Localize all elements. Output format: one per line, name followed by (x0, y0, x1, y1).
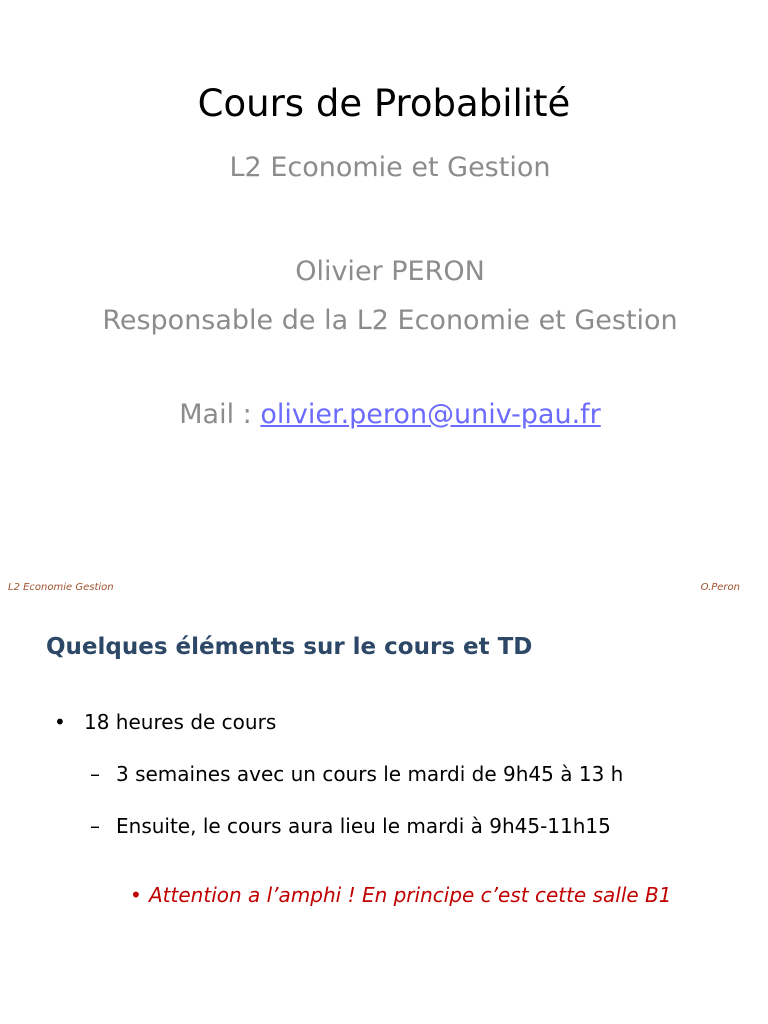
sub-bullet-item (90, 814, 611, 838)
slide-course-info (0, 576, 768, 1024)
course-subtitle: L2 Economie et Gestion (229, 152, 551, 183)
mail-label: Mail : (179, 399, 261, 430)
footer-course: L2 Economie Gestion (8, 582, 114, 593)
sub-bullet-text: 3 semaines avec un cours le mardi de 9h45 à 13 h (116, 762, 624, 786)
bullet-dot-icon: • (54, 710, 66, 734)
sub-bullet-text: Ensuite, le cours aura lieu le mardi à 9h45-11h15 (116, 814, 611, 838)
author-name: Olivier PERON (295, 256, 485, 287)
warning-note (130, 883, 672, 907)
dash-icon: – (90, 814, 100, 838)
mail-link[interactable]: olivier.peron@univ-pau.fr (260, 399, 601, 430)
slide-title-heading: Cours de Probabilité (197, 82, 571, 125)
bullet-item (54, 710, 276, 734)
author-role: Responsable de la L2 Economie et Gestion (102, 305, 678, 336)
warning-text: Attention a l’amphi ! En principe c’est cette salle B1 (149, 883, 672, 907)
dash-icon: – (90, 762, 100, 786)
slide-heading: Quelques éléments sur le cours et TD (46, 634, 533, 660)
footer-author: O.Peron (700, 582, 740, 593)
sub-bullet-item (90, 762, 623, 786)
bullet-dot-icon: • (130, 883, 142, 907)
bullet-text: 18 heures de cours (84, 710, 277, 734)
mail-line (0, 399, 768, 430)
